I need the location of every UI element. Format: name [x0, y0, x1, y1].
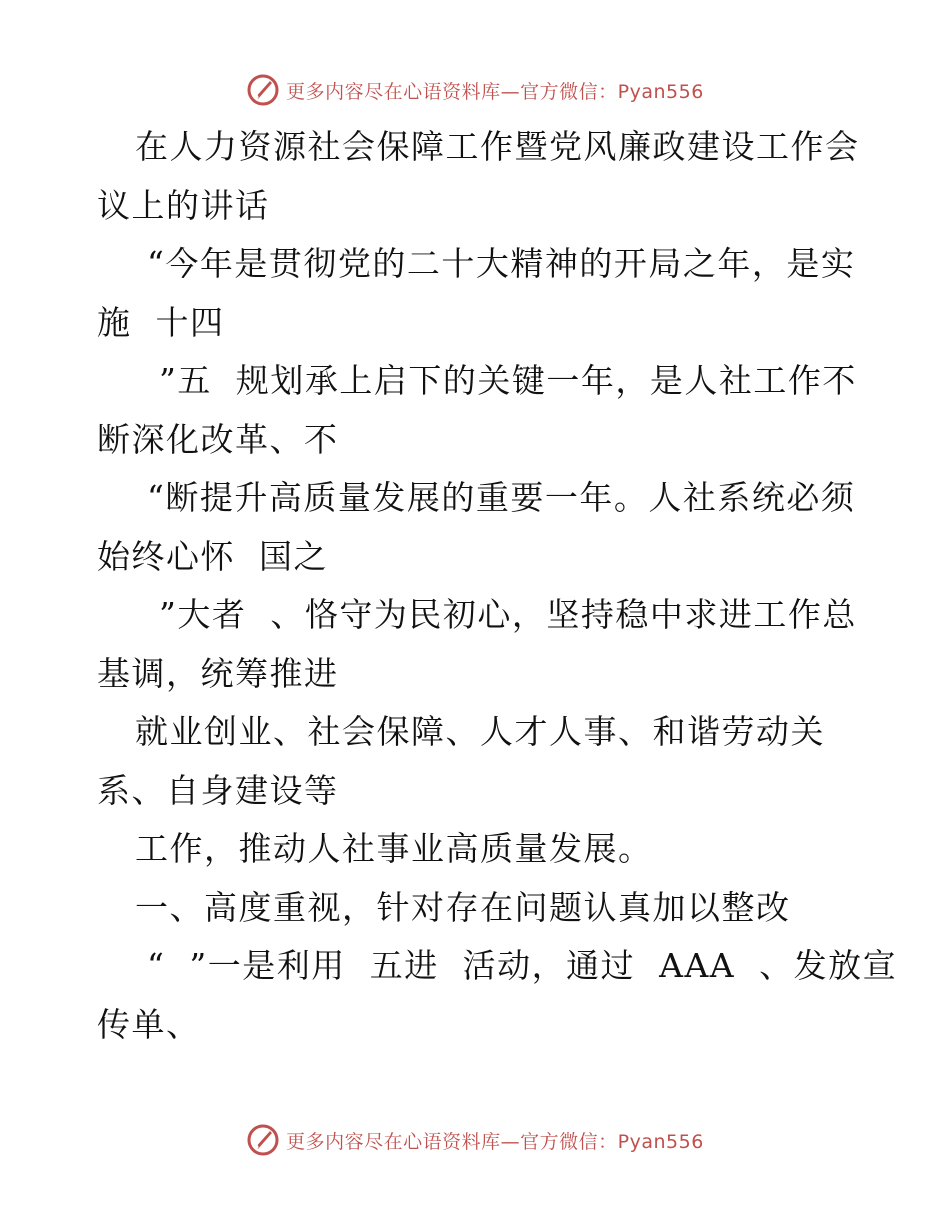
paragraph-line: 工作，推动人社事业高质量发展。: [135, 829, 653, 868]
paragraph-line: ”五 规划承上启下的关键一年，是人社工作不: [135, 361, 857, 400]
paragraph-line: “断提升高质量发展的重要一年。人社系统必须: [135, 478, 856, 517]
header-banner: [0, 70, 950, 110]
header-banner-text: 更多内容尽在心语资料库—官方微信：Pyan556: [286, 80, 704, 103]
paragraph-line: 系、自身建设等: [97, 770, 339, 810]
paragraph-line: ”大者 、恪守为民初心，坚持稳中求进工作总: [135, 595, 857, 634]
paragraph-line: 施 十四: [97, 302, 225, 342]
paragraph-line: 传单、: [97, 1004, 201, 1044]
footer-banner: [0, 1120, 950, 1160]
paragraph-line: “ ”一是利用 五进 活动，通过 AAA 、发放宣: [135, 946, 898, 985]
footer-banner-text: 更多内容尽在心语资料库—官方微信：Pyan556: [286, 1130, 704, 1153]
title-line-1: 在人力资源社会保障工作暨党风廉政建设工作会: [135, 127, 860, 166]
quill-circle-logo-icon: [246, 73, 280, 107]
paragraph-line: 始终心怀 国之: [97, 536, 328, 576]
title-line-2: 议上的讲话: [97, 185, 270, 225]
section-heading: 一、高度重视，针对存在问题认真加以整改: [135, 887, 791, 927]
paragraph-line: “今年是贯彻党的二十大精神的开局之年，是实: [135, 244, 856, 283]
paragraph-line: 断深化改革、不: [97, 419, 339, 459]
paragraph-line: 基调，统筹推进: [97, 653, 339, 693]
quill-circle-logo-icon: [246, 1123, 280, 1157]
document-body: [97, 118, 898, 1054]
paragraph-line: 就业创业、社会保障、人才人事、和谐劳动关: [135, 712, 825, 751]
